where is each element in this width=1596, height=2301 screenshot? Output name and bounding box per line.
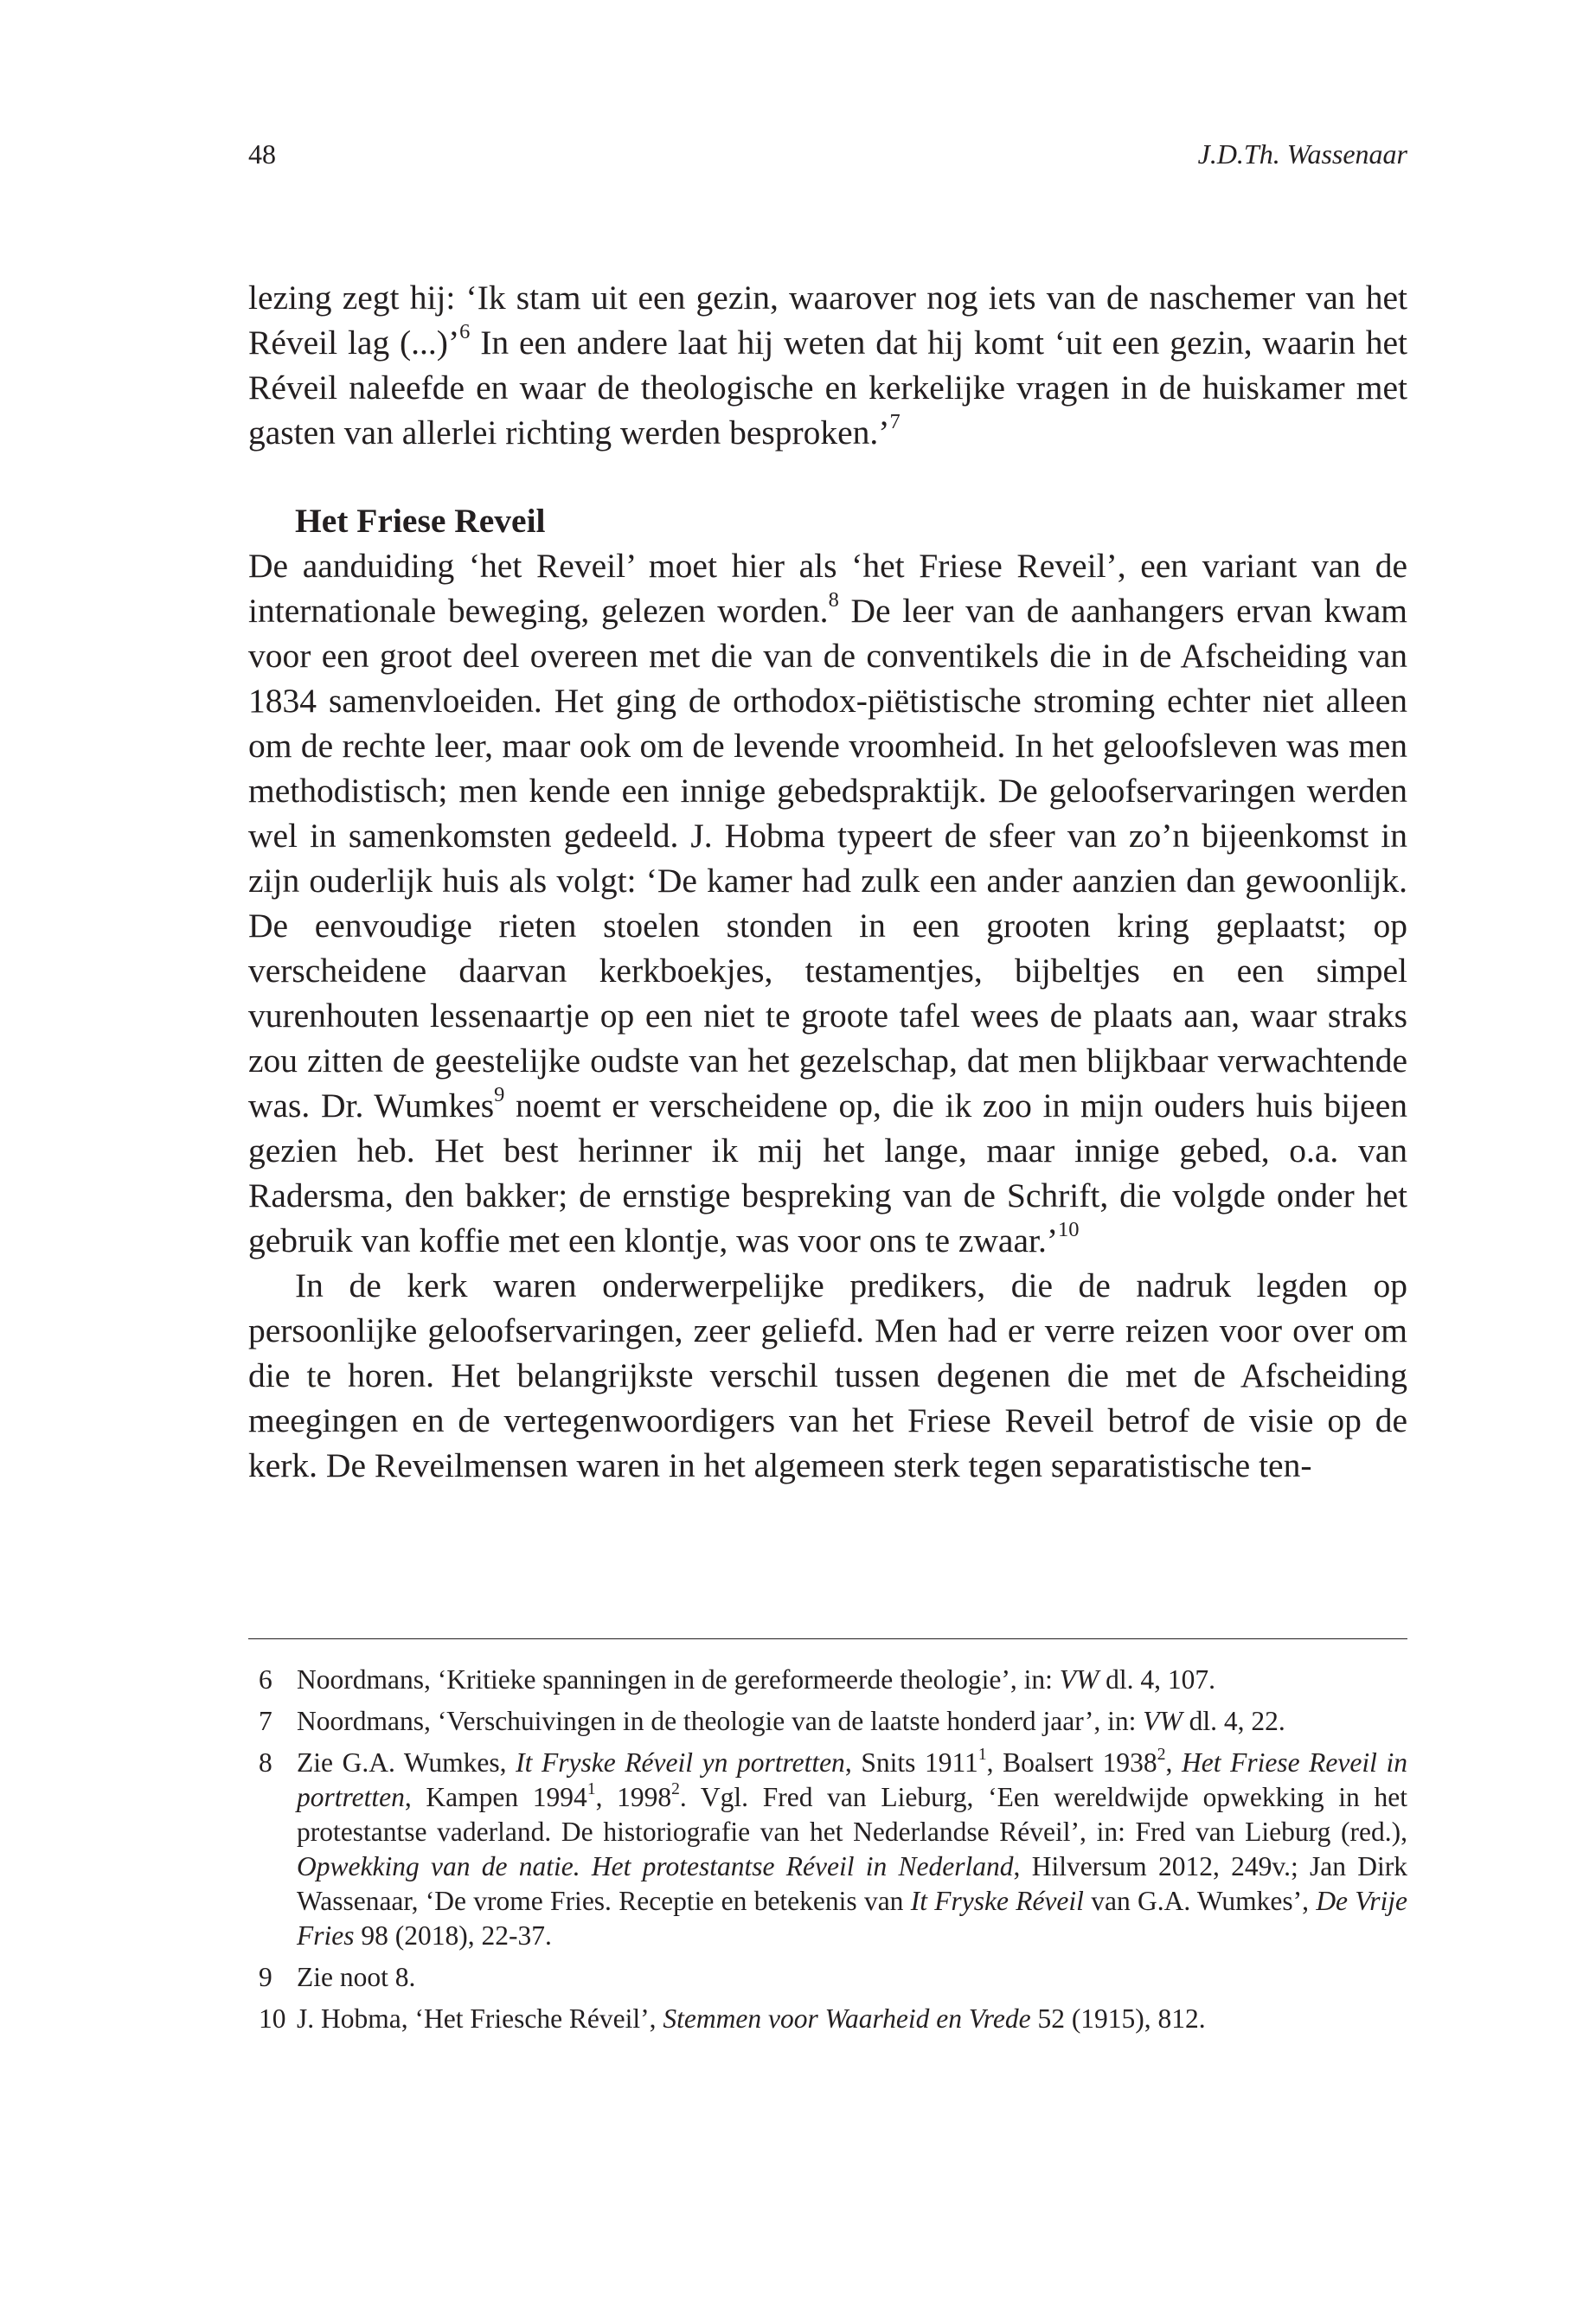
text-run: . Vgl. Fred van Lieburg, ‘Een wereldwijde opwekking in het protestantse vaderland. De historiografie van het Nederlandse Réveil’, in: Fred van Lieburg (red.), [297,1782,1407,1847]
text-run: noemt er verscheidene op, die ik zoo in mijn ouders huis bijeen gezien heb. Het best herinner ik mij het lange, maar innige gebed, o.a. van Radersma, den bakker; de ernstige bespreking van de Schrift, die volgde onder het gebruik van koffie met een klontje, was voor ons te zwaar.’ [248,1086,1407,1259]
text-run: De aanduiding ‘het Reveil’ moet hier als ‘het Friese Reveil’, een variant van de internationale beweging, gelezen worden. [248,547,1407,630]
paragraph-3: In de kerk waren onderwerpelijke predikers, die de nadruk legden op persoonlijke geloofservaringen, zeer geliefd. Men had er verre reizen voor over om die te horen. Het belangrijkste verschil tussen degenen die met de Afscheiding meegingen en de vertegenwoordigers van het Friese Reveil betrof de visie op de kerk. De Reveilmensen waren in het algemeen sterk tegen separatistische ten- [248,1266,1407,1484]
main-text [248,275,1407,1488]
footnote-ref-8: 8 [828,588,839,612]
footnotes [248,1663,1407,2043]
footnote-text [297,1746,1407,1953]
paragraph-2 [248,543,1407,1263]
page-number: 48 [248,138,276,170]
footnote-ref-6: 6 [459,320,471,344]
italic-title: It Fryske Réveil yn portretten [516,1747,845,1778]
text-run: lezing zegt hij: ‘Ik stam uit een gezin, waarover nog iets van de naschemer van het Réveil lag (...)’ [248,279,1407,362]
footnote-ref-7: 7 [889,410,901,434]
text-run: In een andere laat hij weten dat hij komt ‘uit een gezin, waarin het Réveil naleefde en waar de theologische en kerkelijke vragen in de huiskamer met gasten van allerlei richting werden besproken.’ [248,324,1408,452]
text-run: Noordmans, ‘Verschuivingen in de theologie van de laatste honderd jaar’, in: [297,1706,1144,1736]
italic-title: Het Friese Reveil in portretten [297,1747,1407,1812]
footnote-text [297,2002,1407,2036]
footnote-ref-9: 9 [494,1083,505,1107]
footnote-number: 9 [259,1962,272,1992]
running-head: J.D.Th. Wassenaar [1197,138,1407,170]
footnote-text: Zie noot 8. [297,1962,416,1992]
text-run: dl. 4, 107. [1099,1664,1215,1695]
section-heading: Het Friese Reveil [295,502,546,540]
text-run: 98 (2018), 22-37. [354,1920,552,1951]
italic-title: VW [1059,1664,1099,1695]
footnote-number: 8 [259,1747,272,1778]
text-run: , 1998 [595,1782,672,1812]
footnote-7 [248,1704,1407,1739]
italic-title: VW [1143,1706,1183,1736]
text-run: 52 (1915), 812. [1030,2003,1206,2034]
page-header [248,138,1407,178]
footnote-divider [248,1638,1407,1639]
footnote-6 [248,1663,1407,1697]
text-run: , [1165,1747,1182,1778]
footnote-number: 10 [259,2003,286,2034]
footnote-ref-10: 10 [1058,1218,1080,1242]
edition-sup: 2 [671,1779,680,1798]
text-run: Zie G.A. Wumkes, [297,1747,516,1778]
text-run: , Kampen 1994 [404,1782,587,1812]
footnote-number: 7 [259,1706,272,1736]
footnote-9 [248,1960,1407,1995]
text-run: van G.A. Wumkes’, [1083,1886,1317,1916]
footnote-8 [248,1746,1407,1953]
text-run: J. Hobma, ‘Het Friesche Réveil’, [297,2003,663,2034]
footnote-number: 6 [259,1664,272,1695]
footnote-10 [248,2002,1407,2036]
italic-title: De Vrije Fries [297,1886,1407,1951]
text-run: De leer van de aanhangers ervan kwam voor een groot deel overeen met die van de conventikels die in de Afscheiding van 1834 samenvloeiden. Het ging de orthodox-piëtistische stroming echter niet alleen om de rechte leer, maar ook om de levende vroomheid. In het geloofsleven was men methodistisch; men kende een innige gebedspraktijk. De geloofservaringen werden wel in samenkomsten gedeeld. J. Hobma typeert de sfeer van zo’n bijeenkomst in zijn ouderlijk huis als volgt: ‘De kamer had zulk een ander aanzien dan gewoonlijk. De eenvoudige rieten stoelen stonden in een grooten kring geplaatst; op verscheidene daarvan kerkboekjes, testamentjes, bijbeltjes en een simpel vurenhouten lessenaartje op een niet te groote tafel wees de plaats aan, waar straks zou zitten de geestelijke oudste van het gezelschap, dat men blijkbaar verwachtende was. Dr. Wumkes [248,592,1408,1125]
footnote-text [297,1704,1407,1739]
footnote-text [297,1663,1407,1697]
edition-sup: 1 [977,1745,987,1764]
text-run: , Boalsert 1938 [986,1747,1157,1778]
text-run: , Hilversum 2012, 249v.; Jan Dirk Wassenaar, ‘De vrome Fries. Receptie en betekenis van [297,1851,1407,1916]
text-run: Noordmans, ‘Kritieke spanningen in de gereformeerde theologie’, in: [297,1664,1060,1695]
text-run: , Snits 1911 [844,1747,978,1778]
italic-title: Opwekking van de natie. Het protestantse Réveil in Nederland [297,1851,1014,1881]
edition-sup: 2 [1157,1745,1166,1764]
text-run: dl. 4, 22. [1182,1706,1285,1736]
italic-title: Stemmen voor Waarheid en Vrede [663,2003,1031,2034]
italic-title: It Fryske Réveil [910,1886,1084,1916]
edition-sup: 1 [586,1779,596,1798]
paragraph-1 [248,275,1407,455]
